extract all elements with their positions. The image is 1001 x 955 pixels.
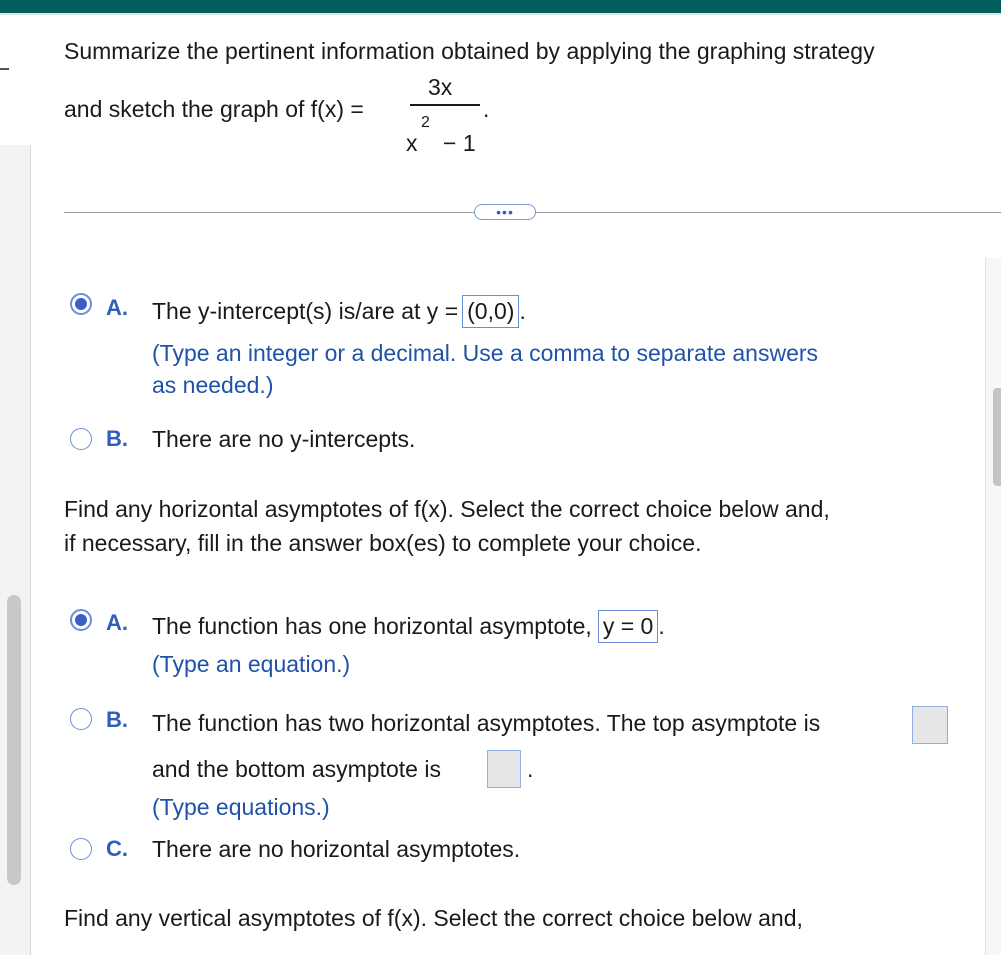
horizontal-option-c-letter: C. [106,836,128,861]
horizontal-option-b-letter: B. [106,707,128,732]
question-line-2: and sketch the graph of f(x) = [64,96,364,122]
question-line-1: Summarize the pertinent information obtained by applying the graphing strategy [64,38,875,64]
horizontal-top-asymptote-box[interactable] [912,706,948,744]
question-period: . [483,96,490,122]
fraction-denominator-rest: − 1 [443,130,476,156]
fraction-bar [410,104,480,106]
right-scrollbar-thumb[interactable] [993,388,1001,486]
y-intercept-answer-box[interactable]: (0,0) [462,295,519,328]
y-intercept-option-b-text: There are no y-intercepts. [152,426,416,452]
y-intercept-answer-period: . [519,298,526,324]
horizontal-answer-period: . [658,613,665,639]
horizontal-option-a-letter: A. [106,610,128,635]
horizontal-prompt-line-1: Find any horizontal asymptotes of f(x). Select the correct choice below and, [64,496,830,522]
y-intercept-option-a-letter: A. [106,295,128,320]
horizontal-option-a-hint: (Type an equation.) [152,651,351,677]
horizontal-option-c-text: There are no horizontal asymptotes. [152,836,521,862]
left-scrollbar-thumb[interactable] [7,595,21,885]
y-intercept-hint-line-2: as needed.) [152,372,274,398]
top-bar-divider [0,13,1001,15]
y-intercept-option-a-radio[interactable] [70,293,92,315]
fraction-numerator: 3x [428,74,453,100]
y-intercept-option-b-radio[interactable] [70,428,92,450]
y-intercept-hint-line-1: (Type an integer or a decimal. Use a comma to separate answers [152,340,819,366]
horizontal-bottom-asymptote-box[interactable] [487,750,521,788]
horizontal-answer-box[interactable]: y = 0 [598,610,659,643]
horizontal-option-a-radio[interactable] [70,609,92,631]
fraction-denominator-base: x [406,130,418,156]
horizontal-option-b-text-1: The function has two horizontal asymptotes. The top asymptote is [152,710,821,736]
y-intercept-option-b-letter: B. [106,426,128,451]
y-intercept-option-a-text [152,295,526,328]
horizontal-option-b-period: . [527,756,534,782]
horizontal-option-a-label: The function has one horizontal asymptote, [152,613,592,639]
horizontal-option-a-text [152,610,665,643]
fraction-exponent: 2 [421,114,430,131]
vertical-prompt-line-1: Find any vertical asymptotes of f(x). Select the correct choice below and, [64,905,803,931]
horizontal-option-b-hint: (Type equations.) [152,794,330,820]
top-bar [0,0,1001,13]
left-edge-mark [0,68,9,70]
horizontal-option-b-radio[interactable] [70,708,92,730]
expand-more-button[interactable] [474,204,536,220]
right-scrollbar-track[interactable] [985,258,1001,955]
horizontal-option-b-text-2: and the bottom asymptote is [152,756,441,782]
y-intercept-option-a-label: The y-intercept(s) is/are at y = [152,298,459,324]
horizontal-option-c-radio[interactable] [70,838,92,860]
more-dots-icon: ••• [496,204,514,220]
horizontal-prompt-line-2: if necessary, fill in the answer box(es) to complete your choice. [64,530,702,556]
